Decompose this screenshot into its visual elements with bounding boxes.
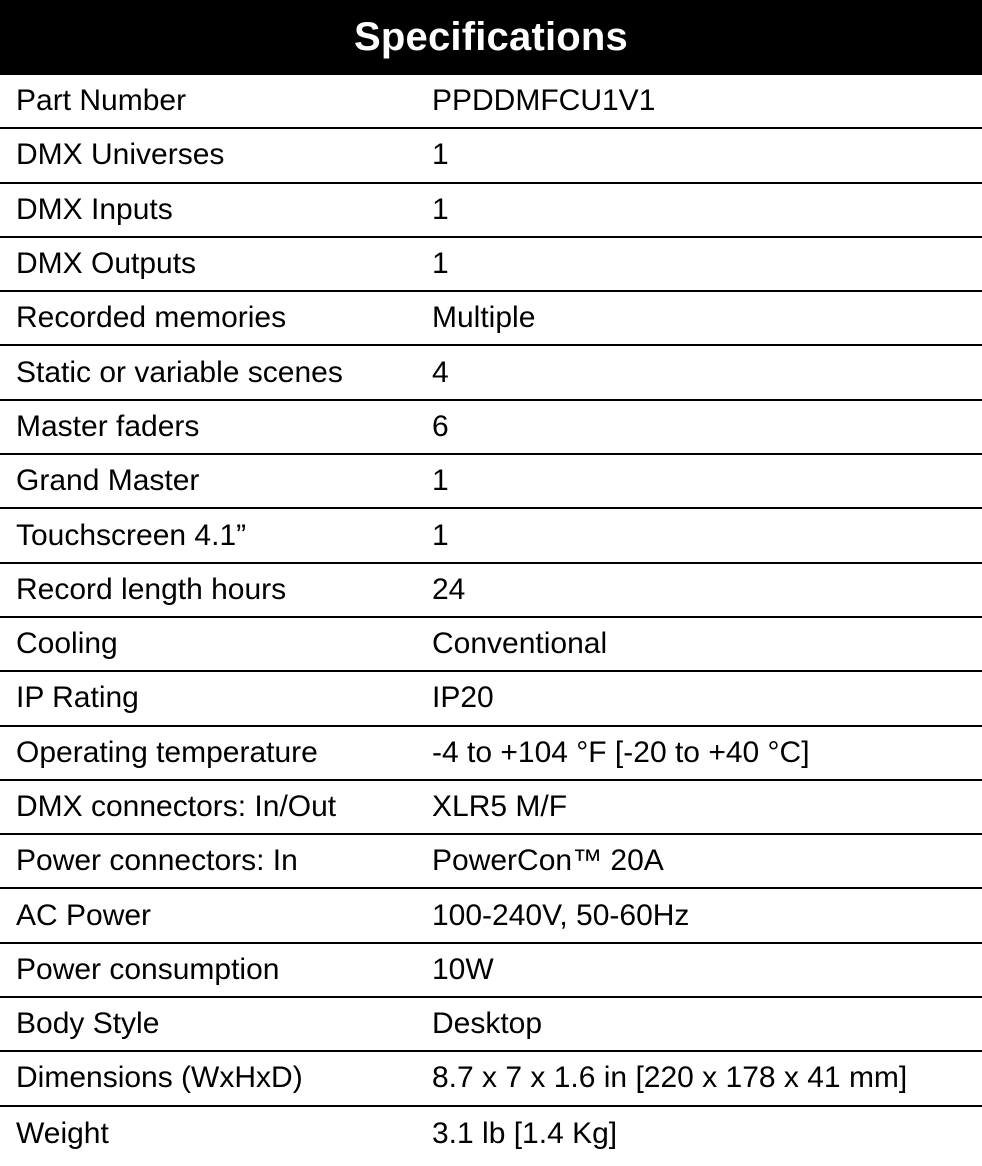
- spec-label: Record length hours: [16, 572, 287, 606]
- spec-value: PPDDMFCU1V1: [432, 84, 656, 118]
- spec-label: Power connectors: In: [16, 844, 298, 878]
- spec-label: DMX Outputs: [16, 247, 197, 281]
- spec-label: Dimensions (WxHxD): [16, 1061, 303, 1095]
- table-row: [0, 998, 982, 1052]
- spec-label: Touchscreen 4.1”: [16, 518, 247, 552]
- table-row: [0, 618, 982, 672]
- spec-value: Conventional: [432, 627, 608, 661]
- table-row: [0, 184, 982, 238]
- table-row: [0, 781, 982, 835]
- spec-label: IP Rating: [16, 681, 139, 715]
- spec-value: IP20: [432, 681, 494, 715]
- table-row: [0, 944, 982, 998]
- spec-value: 1: [432, 138, 449, 172]
- table-row: [0, 1107, 982, 1161]
- spec-label: Power consumption: [16, 952, 280, 986]
- table-row: [0, 672, 982, 726]
- spec-label: Recorded memories: [16, 301, 287, 335]
- table-row: [0, 455, 982, 509]
- table-row: [0, 1052, 982, 1106]
- table-body: [0, 75, 982, 1161]
- spec-value: 1: [432, 464, 449, 498]
- spec-label: Grand Master: [16, 464, 200, 498]
- spec-label: Operating temperature: [16, 735, 318, 769]
- spec-label: Body Style: [16, 1007, 160, 1041]
- table-row: [0, 835, 982, 889]
- spec-label: Part Number: [16, 84, 187, 118]
- spec-value: 10W: [432, 952, 494, 986]
- spec-label: Master faders: [16, 409, 200, 443]
- spec-value: 100-240V, 50-60Hz: [432, 898, 690, 932]
- table-row: [0, 346, 982, 400]
- spec-label: AC Power: [16, 898, 152, 932]
- spec-label: DMX connectors: In/Out: [16, 790, 337, 823]
- spec-value: 24: [432, 572, 466, 606]
- table-row: [0, 564, 982, 618]
- spec-value: Multiple: [432, 301, 536, 335]
- table-header: [0, 0, 982, 75]
- spec-value: 6: [432, 409, 449, 443]
- spec-label: DMX Inputs: [16, 192, 173, 226]
- spec-label: Weight: [16, 1116, 109, 1150]
- table-row: [0, 889, 982, 943]
- table-title: Specifications: [354, 15, 628, 59]
- table-row: [0, 292, 982, 346]
- spec-value: 1: [432, 192, 449, 226]
- spec-value: XLR5 M/F: [432, 790, 568, 823]
- table-row: [0, 509, 982, 563]
- table-row: [0, 129, 982, 183]
- spec-value: 4: [432, 355, 449, 389]
- spec-value: 8.7 x 7 x 1.6 in [220 x 178 x 41 mm]: [432, 1061, 908, 1095]
- spec-label: Static or variable scenes: [16, 355, 343, 389]
- spec-label: Cooling: [16, 627, 118, 661]
- spec-value: PowerCon™ 20A: [432, 844, 664, 878]
- spec-value: Desktop: [432, 1007, 543, 1041]
- spec-value: 1: [432, 518, 449, 552]
- spec-value: 1: [432, 247, 449, 281]
- table-row: [0, 401, 982, 455]
- spec-value: 3.1 lb [1.4 Kg]: [432, 1116, 618, 1150]
- table-row: [0, 727, 982, 781]
- spec-label: DMX Universes: [16, 138, 225, 172]
- table-row: [0, 238, 982, 292]
- spec-value: -4 to +104 °F [-20 to +40 °C]: [432, 735, 810, 769]
- table-row: [0, 75, 982, 129]
